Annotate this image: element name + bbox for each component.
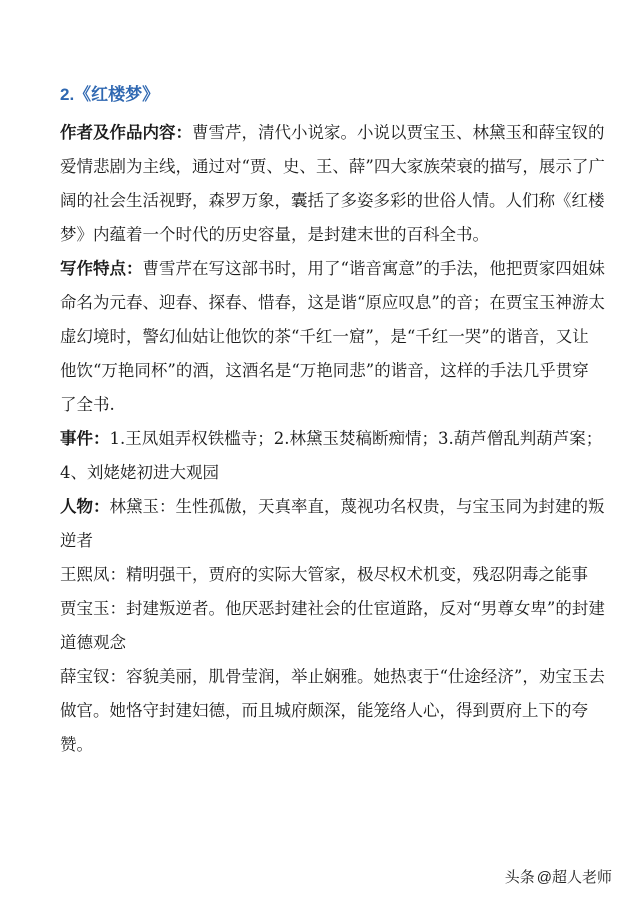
features-text: 曹雪芹在写这部书时，用了“谐音寓意”的手法，他把贾家四姐妹命名为元春、迎春、探春、惜春，这是谐“原应叹息”的音；在贾宝玉神游太虚幻境时，警幻仙姑让他饮的茶“千红一窟”，是“千红一哭”的谐音，又让他饮“万艳同杯”的酒，这酒名是“万艳同悲”的谐音，这样的手法几乎贯穿了全书. (60, 259, 605, 414)
watermark (505, 866, 612, 887)
features-label: 写作特点： (60, 260, 143, 278)
watermark-prefix: 头条 (504, 869, 535, 886)
characters-label: 人物： (60, 498, 110, 516)
character-xuebaochai: 薛宝钗：容貌美丽，肌骨莹润，举止娴雅。她热衷于“仕途经济”，劝宝玉去做官。她恪守封建妇德，而且城府颇深，能笼络人心，得到贾府上下的夸赞。 (60, 667, 605, 754)
section-heading: 2.《红楼梦》 (60, 85, 160, 104)
events-text: 1.王凤姐弄权铁槛寺；2.林黛玉焚稿断痴情；3.葫芦僧乱判葫芦案；4、刘姥姥初进大观园 (60, 429, 603, 482)
author-label: 作者及作品内容： (60, 124, 192, 142)
character-wangxifeng: 王熙凤：精明强干，贾府的实际大管家，极尽权术机变，残忍阴毒之能事 (60, 565, 588, 584)
character-jiabaoyu: 贾宝玉：封建叛逆者。他厌恶封建社会的仕宦道路，反对“男尊女卑”的封建道德观念 (60, 599, 605, 652)
author-text: 曹雪芹，清代小说家。小说以贾宝玉、林黛玉和薛宝钗的爱情悲剧为主线，通过对“贾、史、王、薛”四大家族荣衰的描写，展示了广阔的社会生活视野，森罗万象，囊括了多姿多彩的世俗人情。人们称《红楼梦》内蕴着一个时代的历史容量，是封建末世的百科全书。 (60, 123, 605, 244)
watermark-handle: @超人老师 (536, 869, 612, 886)
events-paragraph (60, 422, 605, 490)
features-paragraph (60, 252, 605, 422)
events-label: 事件： (60, 430, 110, 448)
author-paragraph (60, 116, 605, 252)
character-lindaiyu (60, 490, 605, 558)
document-page (60, 80, 605, 762)
character-text: 林黛玉：生性孤傲，天真率直，蔑视功名权贵，与宝玉同为封建的叛逆者 (60, 497, 605, 550)
